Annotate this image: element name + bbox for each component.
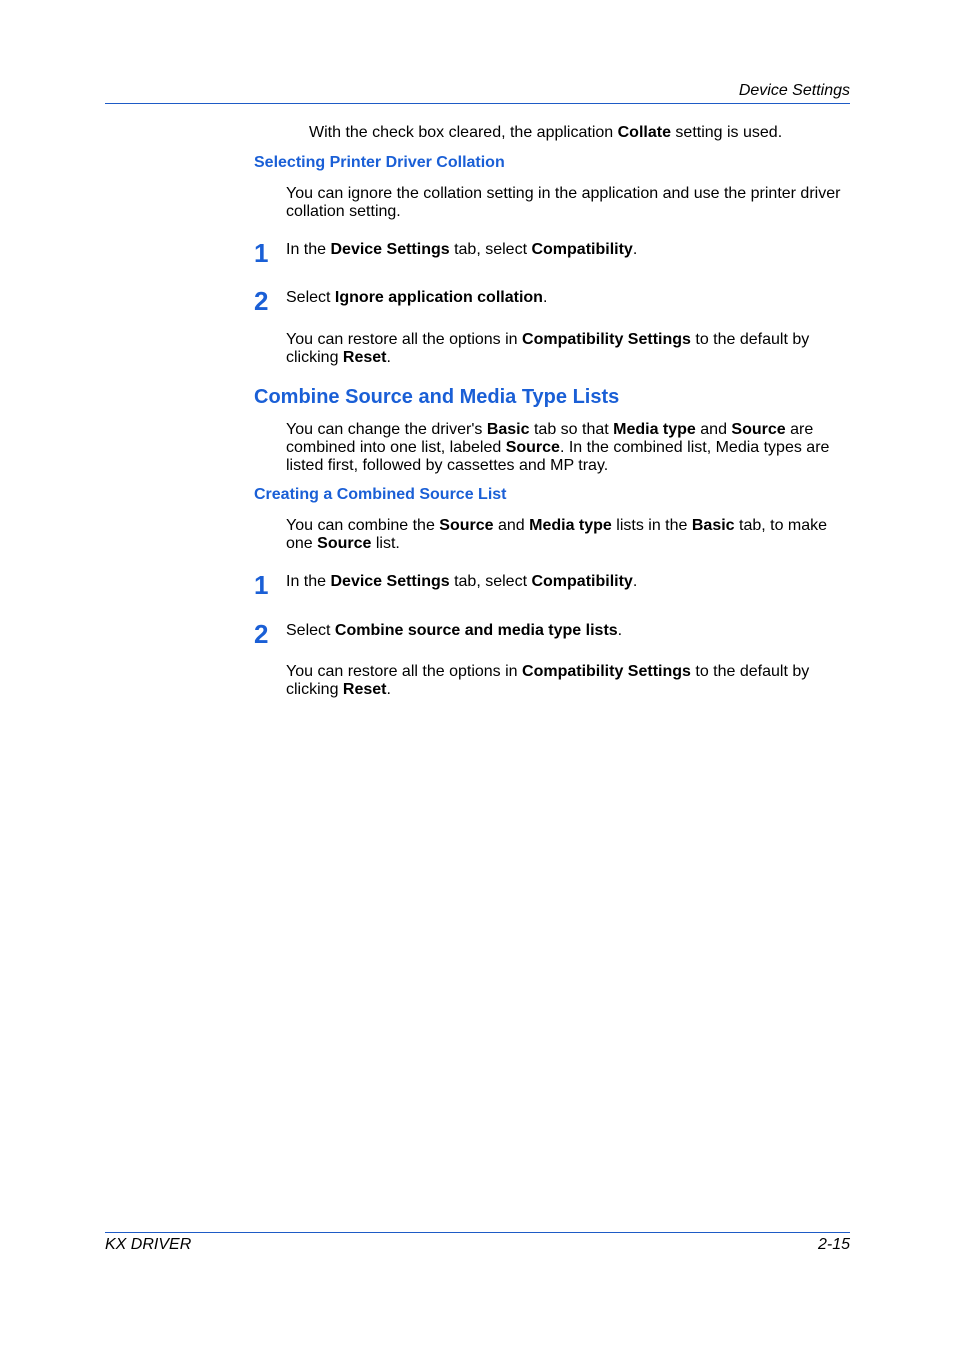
reset-note: You can restore all the options in Compatibility Settings to the default by clicking Reset.	[286, 663, 810, 698]
footer-title: KX DRIVER	[105, 1236, 192, 1253]
page-number: 2-15	[817, 1236, 850, 1253]
header-rule	[105, 103, 850, 104]
combine-paragraph: You can change the driver's Basic tab so that Media type and Source are combined into one list, labeled Source. In the combined list, Media types are listed first, followed by cassettes and MP tray.	[286, 421, 830, 474]
step-number: 2	[254, 619, 269, 649]
step-text: Select Ignore application collation.	[286, 289, 548, 306]
step-number: 1	[254, 238, 269, 268]
intro-paragraph: With the check box cleared, the application Collate setting is used.	[309, 124, 783, 141]
section-heading-collation: Selecting Printer Driver Collation	[254, 154, 505, 171]
step-text: In the Device Settings tab, select Compatibility.	[286, 241, 638, 258]
step-number: 1	[254, 570, 269, 600]
running-header: Device Settings	[738, 82, 850, 99]
footer-rule	[105, 1232, 850, 1233]
reset-note: You can restore all the options in Compatibility Settings to the default by clicking Reset.	[286, 331, 810, 366]
section-heading-combine: Combine Source and Media Type Lists	[254, 386, 620, 408]
combined-list-paragraph: You can combine the Source and Media type lists in the Basic tab, to make one Source list.	[286, 517, 828, 552]
step-text: Select Combine source and media type lists.	[286, 622, 623, 639]
collation-paragraph: You can ignore the collation setting in the application and use the printer driver collation setting.	[286, 185, 841, 220]
step-number: 2	[254, 286, 269, 316]
step-text: In the Device Settings tab, select Compatibility.	[286, 573, 638, 590]
subsection-heading-combined-list: Creating a Combined Source List	[254, 486, 507, 503]
